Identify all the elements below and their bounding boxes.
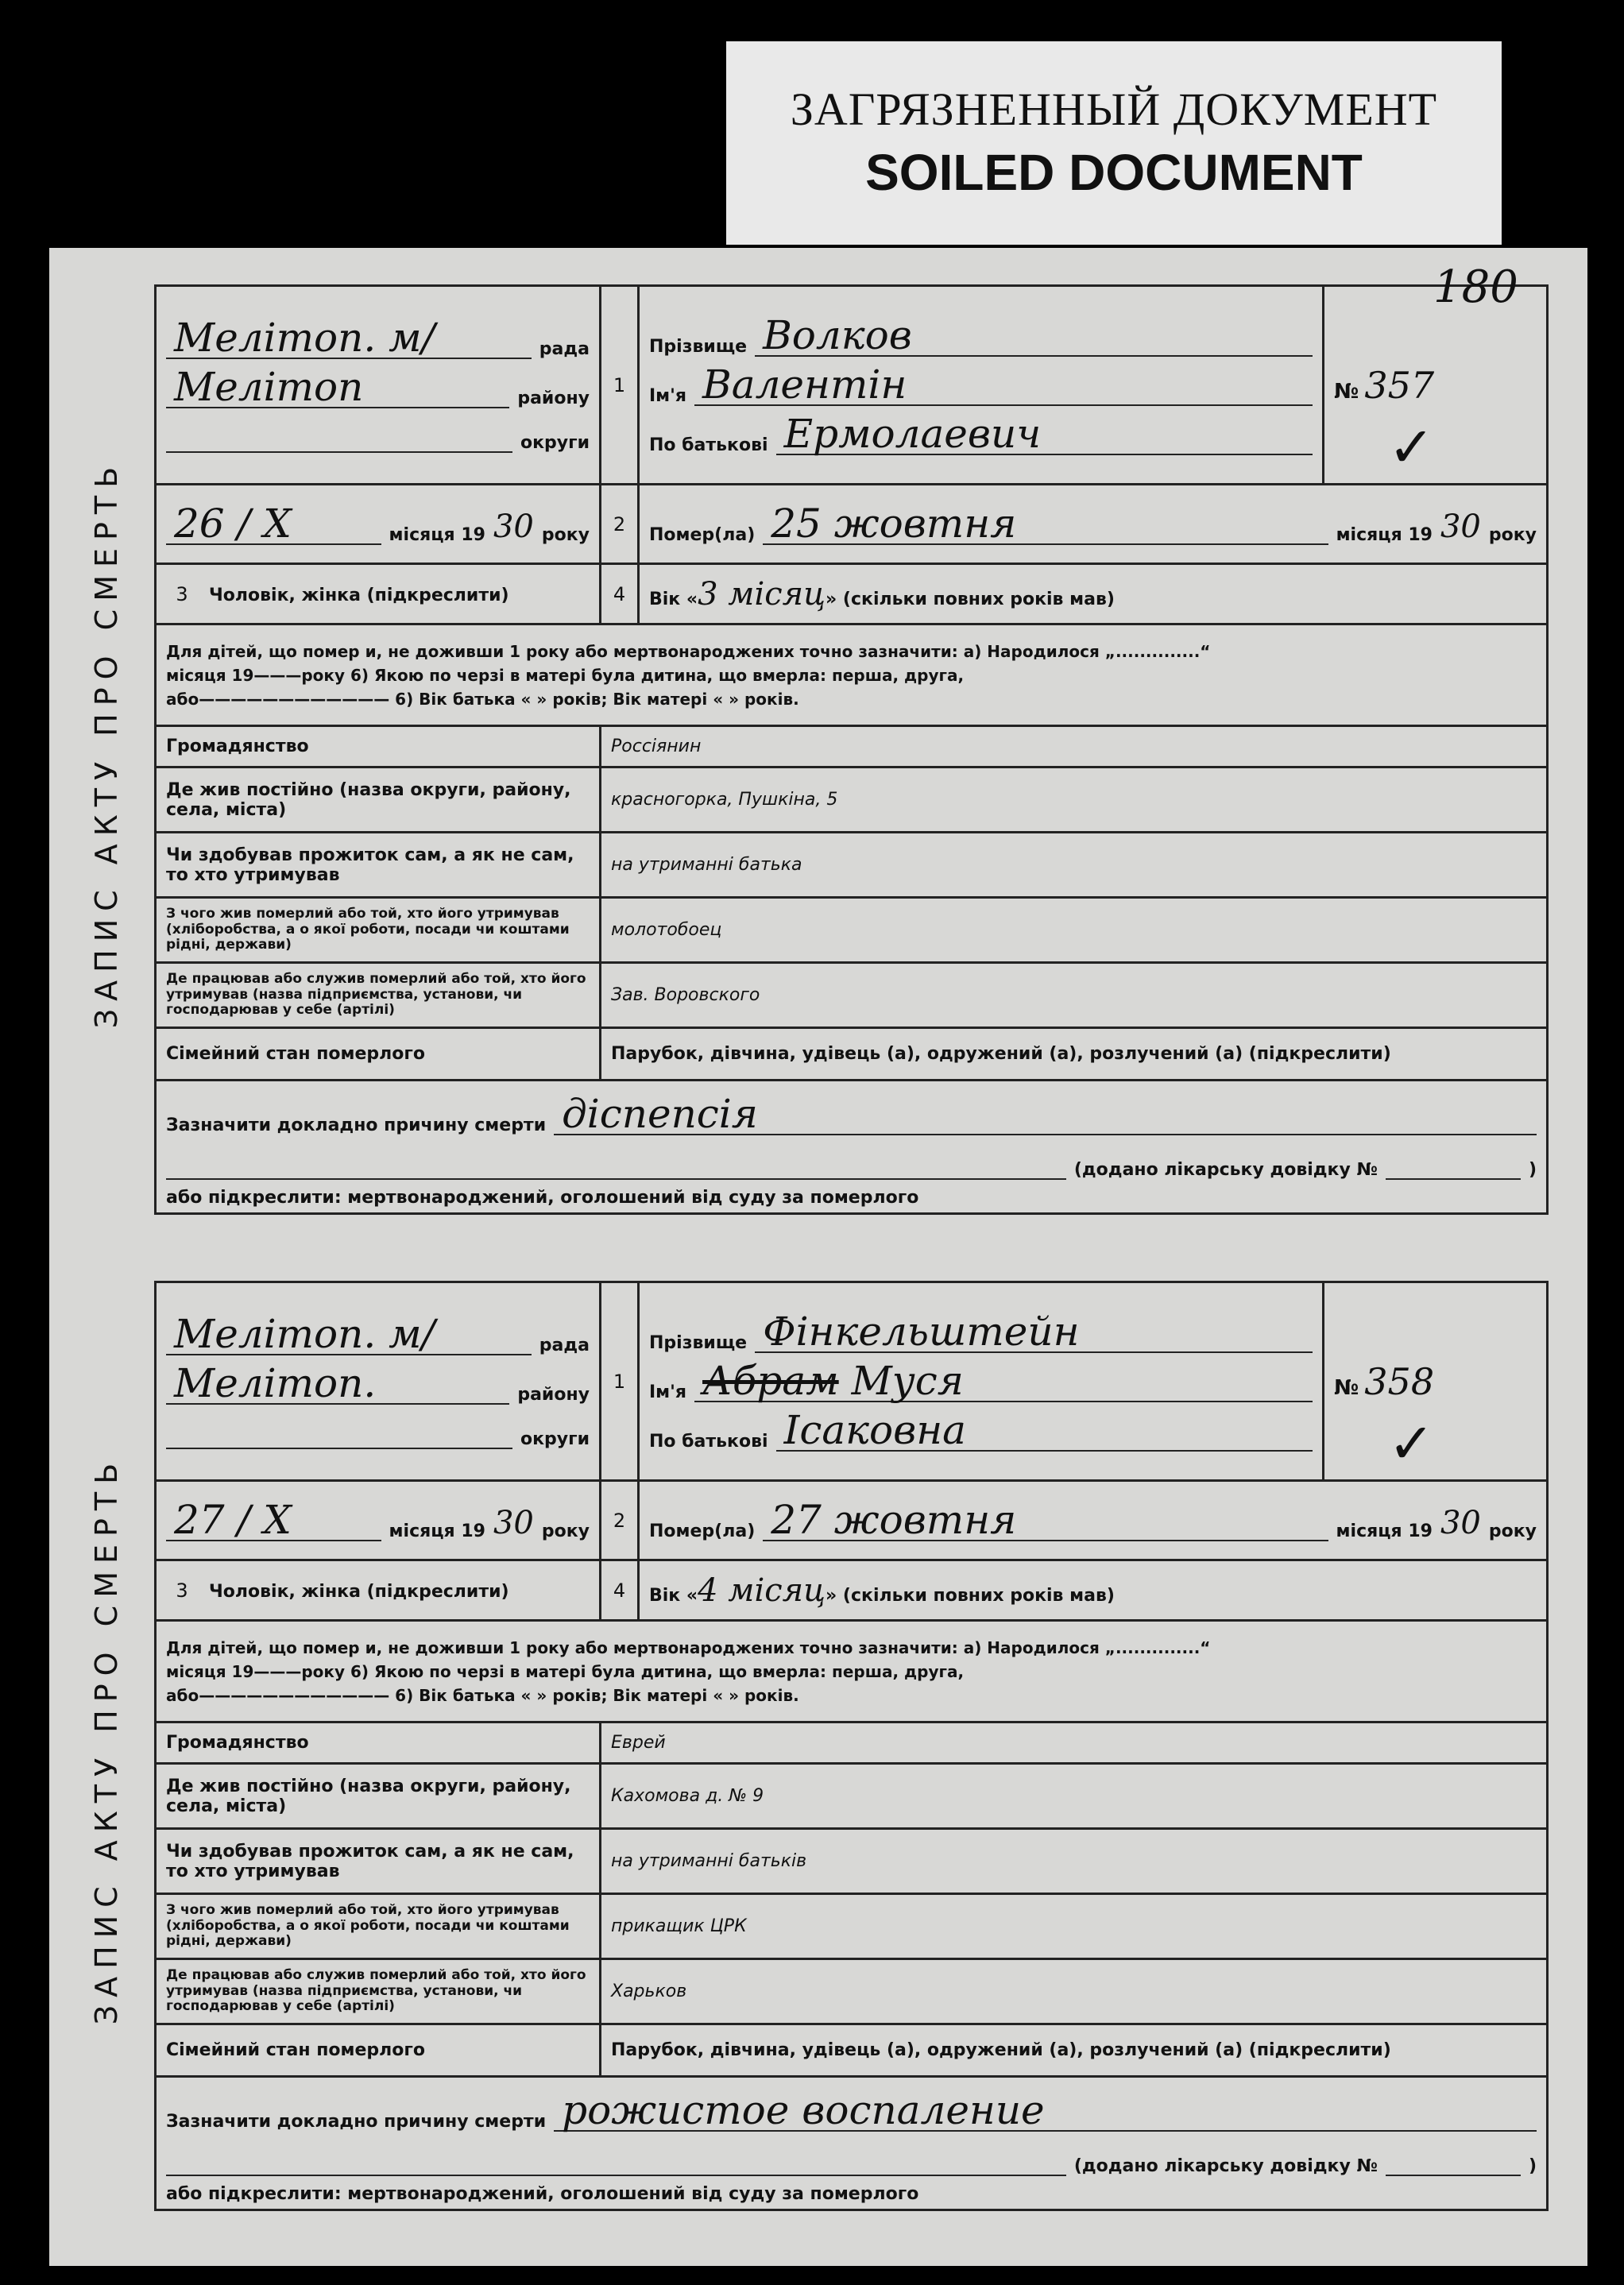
name-cell: Прізвище Волков Ім'я Валентін По батькові Ермолаевич bbox=[639, 286, 1324, 485]
cause-of-death-cell: Зазначити докладно причину смерти рожистое воспаление (додано лікарську довідку № ) або підкреслити: мертвонароджений, оголошений від суду за померлого bbox=[156, 2077, 1548, 2210]
first-name-value: Валентін bbox=[694, 365, 1313, 406]
death-date-cell: Помер(ла) 27 жовтня місяця 19 30 року bbox=[639, 1481, 1548, 1560]
death-record-2 bbox=[89, 1281, 1546, 2204]
name-cell: Прізвище Фінкельштейн Ім'я Абрам Муся По батькові Ісаковна bbox=[639, 1282, 1324, 1481]
struck-name: Абрам bbox=[702, 1357, 839, 1404]
age-cell: Вік «3 місяц» (скільки повних років мав) bbox=[639, 564, 1548, 624]
rayon-value: Мелітоп bbox=[166, 367, 509, 408]
death-day-value: 25 жовтня bbox=[763, 504, 1328, 545]
surname-value: Фінкельштейн bbox=[755, 1312, 1313, 1353]
support-value: на утриманні батька bbox=[601, 833, 1548, 898]
residence-value: красногорка, Пушкіна, 5 bbox=[601, 767, 1548, 833]
side-title: ЗАПИС АКТУ ПРО СМЕРТЬ bbox=[89, 1455, 124, 2025]
registration-place-cell: Мелітоп. м/ рада Мелітоп району округи bbox=[156, 286, 601, 485]
check-mark-icon: ✓ bbox=[1388, 415, 1435, 480]
record-number-cell: № 357 ✓ bbox=[1324, 286, 1548, 485]
record-number: 358 bbox=[1364, 1359, 1435, 1403]
check-mark-icon: ✓ bbox=[1388, 1411, 1435, 1476]
soiled-document-label bbox=[726, 41, 1502, 245]
okruga-value bbox=[166, 416, 512, 453]
marital-status-options: Парубок, дівчина, удівець (а), одружений (а), розлучений (а) (підкреслити) bbox=[601, 1028, 1548, 1081]
patronymic-value: Ісаковна bbox=[776, 1410, 1313, 1452]
first-name-value: Муся bbox=[851, 1357, 964, 1404]
patronymic-value: Ермолаевич bbox=[776, 414, 1313, 455]
workplace-value: Харьков bbox=[601, 1959, 1548, 2024]
age-cell: Вік «4 місяц» (скільки повних років мав) bbox=[639, 1560, 1548, 1621]
citizenship-value: Еврей bbox=[601, 1722, 1548, 1764]
registration-date-cell: 27 / X місяця 19 30 року bbox=[156, 1481, 601, 1560]
cause-value: рожистое воспаление bbox=[554, 2090, 1537, 2132]
document-page bbox=[49, 248, 1587, 2266]
rada-value: Мелітоп. м/ bbox=[166, 318, 532, 359]
residence-value: Кахомова д. № 9 bbox=[601, 1764, 1548, 1829]
side-title: ЗАПИС АКТУ ПРО СМЕРТЬ bbox=[89, 458, 124, 1029]
children-info-cell: Для дітей, що помер и, не доживши 1 року або мертвонароджених точно зазначити: а) Народилося „..............“ місяця 19———року 6) Якою по черзі в матері була дитина, що вмерла: перша, друга, або———————————— 6) Вік батька « » років; Вік матері « » років. bbox=[156, 1621, 1548, 1722]
occupation-value: прикащик ЦРК bbox=[601, 1894, 1548, 1959]
gender-cell: 3 Чоловік, жінка (підкреслити) bbox=[156, 1560, 601, 1621]
cause-value: діспепсія bbox=[554, 1094, 1537, 1135]
occupation-value: молотобоец bbox=[601, 898, 1548, 963]
reg-day-value: 26 / X bbox=[166, 504, 381, 545]
death-record-1 bbox=[89, 261, 1546, 1208]
workplace-value: Зав. Воровского bbox=[601, 963, 1548, 1028]
top-number: 180 bbox=[1433, 261, 1518, 313]
record-number: 357 bbox=[1364, 363, 1435, 407]
record-table: Мелітоп. м/ рада Мелітоп району округи 1 Прізвище Волков Ім'я Валентін По батькові Ермолаевич № 357 ✓ 26 / X місяця 19 30 року 2 Помер(ла) 25 жовтня місяця 19 30 року 3 Чоловік, жінка (підкреслити) 4 Вік «3 місяц» (скільки повних років мав) Для дітей, що помер и, не доживши 1 року або мертвонароджених точно зазначити: а) Народилося „..............“ місяця 19———року 6) Якою по черзі в матері була дитина, що вмерла: перша, друга, або———————————— 6) Вік батька « » років; Вік матері « » років. Громадянство Россіянин Де жив постійно (назва округи, району, села, міста) красногорка, Пушкіна, 5 Чи здобував прожиток сам, а як не сам, то хто утримував на утриманні батька З чого жив померлий або той, хто його утримував (хліборобства, а о якої роботи, посади чи коштами рідні, держави) молотобоец Де працював або служив померлий або той, хто його утримував (назва підприємства, установи, чи господарював у себе (артілі) Зав. Воровского Сімейний стан померлого Парубок, дівчина, удівець (а), одружений (а), розлучений (а) (підкреслити) Зазначити докладно причину смерти діспепсія (додано лікарську довідку № ) або підкреслити: мертвонароджений, оголошений від суду за померлого bbox=[154, 284, 1549, 1215]
marital-status-options: Парубок, дівчина, удівець (а), одружений (а), розлучений (а) (підкреслити) bbox=[601, 2024, 1548, 2077]
registration-place-cell: Мелітоп. м/ рада Мелітоп. району округи bbox=[156, 1282, 601, 1481]
citizenship-value: Россіянин bbox=[601, 726, 1548, 767]
support-value: на утриманні батьків bbox=[601, 1829, 1548, 1894]
gender-cell: 3 Чоловік, жінка (підкреслити) bbox=[156, 564, 601, 624]
record-number-cell: № 358 ✓ bbox=[1324, 1282, 1548, 1481]
children-info-cell: Для дітей, що помер и, не доживши 1 року або мертвонароджених точно зазначити: а) Народилося „..............“ місяця 19———року 6) Якою по черзі в матері була дитина, що вмерла: перша, друга, або———————————— 6) Вік батька « » років; Вік матері « » років. bbox=[156, 624, 1548, 726]
registration-date-cell: 26 / X місяця 19 30 року bbox=[156, 485, 601, 564]
record-table: Мелітоп. м/ рада Мелітоп. району округи 1 Прізвище Фінкельштейн Ім'я Абрам Муся По батькові Ісаковна № 358 ✓ 27 / X місяця 19 30 року 2 Помер(ла) 27 жовтня місяця 19 30 року 3 Чоловік, жінка (підкреслити) 4 Вік «4 місяц» (скільки повних років мав) Для дітей, що помер и, не доживши 1 року або мертвонароджених точно зазначити: а) Народилося „..............“ місяця 19———року 6) Якою по черзі в матері була дитина, що вмерла: перша, друга, або———————————— 6) Вік батька « » років; Вік матері « » років. Громадянство Еврей Де жив постійно (назва округи, району, села, міста) Кахомова д. № 9 Чи здобував прожиток сам, а як не сам, то хто утримував на утриманні батьків З чого жив померлий або той, хто його утримував (хліборобства, а о якої роботи, посади чи коштами рідні, держави) прикащик ЦРК Де працював або служив померлий або той, хто його утримував (назва підприємства, установи, чи господарював у себе (артілі) Харьков Сімейний стан померлого Парубок, дівчина, удівець (а), одружений (а), розлучений (а) (підкреслити) Зазначити докладно причину смерти рожистое воспаление (додано лікарську довідку № ) або підкреслити: мертвонароджений, оголошений від суду за померлого bbox=[154, 1281, 1549, 2211]
cause-of-death-cell: Зазначити докладно причину смерти діспепсія (додано лікарську довідку № ) або підкреслити: мертвонароджений, оголошений від суду за померлого bbox=[156, 1081, 1548, 1214]
death-date-cell: Помер(ла) 25 жовтня місяця 19 30 року bbox=[639, 485, 1548, 564]
label-russian: ЗАГРЯЗНЕННЫЙ ДОКУМЕНТ bbox=[790, 83, 1438, 135]
label-english: SOILED DOCUMENT bbox=[865, 144, 1363, 201]
surname-value: Волков bbox=[755, 315, 1313, 357]
row-num-1: 1 bbox=[601, 286, 639, 485]
age-value: 3 місяц bbox=[698, 575, 826, 613]
